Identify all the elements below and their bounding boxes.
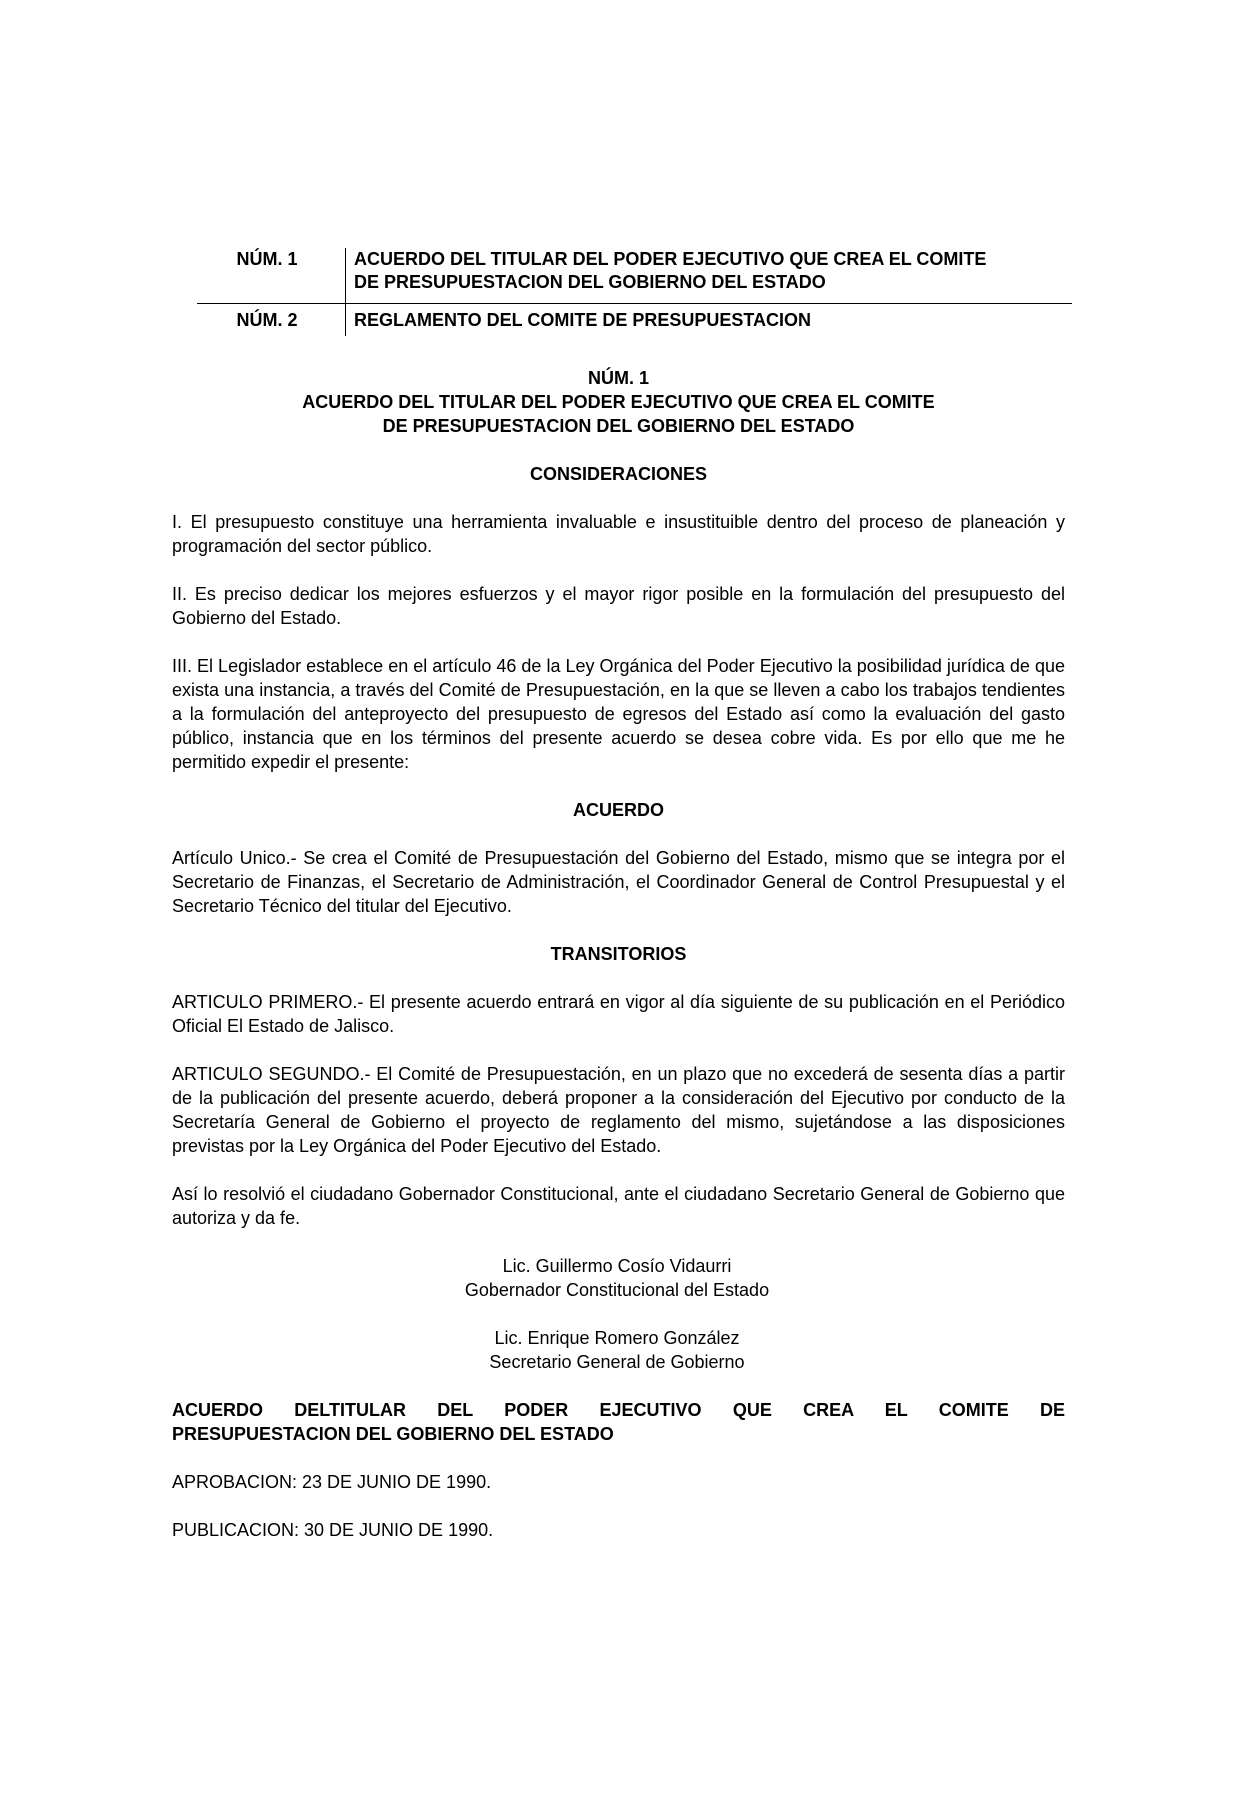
agreement-article: Artículo Unico.- Se crea el Comité de Presupuestación del Gobierno del Estado, mismo que se integra por el Secretario de Finanzas, el Secretario de Administración, el Coordinador General de Control Presupuestal y el Secretario Técnico del titular del Ejecutivo.: [172, 848, 1065, 916]
final-title-line: PRESUPUESTACION DEL GOBIERNO DEL ESTADO: [172, 1424, 614, 1444]
document-body: [172, 366, 1065, 1542]
considerations-heading: CONSIDERACIONES: [529, 464, 708, 484]
consideration-paragraph: II. Es preciso dedicar los mejores esfuerzos y el mayor rigor posible en la formulación del presupuesto del Gobierno del Estado.: [172, 584, 1065, 628]
signature-block: [452, 1254, 782, 1302]
agreement-heading: ACUERDO: [572, 800, 664, 820]
index-table: [197, 248, 1072, 336]
approval-date: APROBACION: 23 DE JUNIO DE 1990.: [172, 1472, 492, 1492]
signatory-role: Secretario General de Gobierno: [489, 1352, 745, 1372]
signature-block: [452, 1326, 782, 1374]
final-title-line: ACUERDO DELTITULAR DEL PODER EJECUTIVO QUE CREA EL COMITE DE: [172, 1400, 1065, 1420]
index-title-line: ACUERDO DEL TITULAR DEL PODER EJECUTIVO QUE CREA EL COMITE: [354, 249, 987, 269]
document-title-line: ACUERDO DEL TITULAR DEL PODER EJECUTIVO QUE CREA EL COMITE: [302, 392, 935, 412]
document-title-line: DE PRESUPUESTACION DEL GOBIERNO DEL ESTADO: [382, 416, 855, 436]
index-row: [197, 304, 1072, 336]
index-num: NÚM. 2: [236, 310, 298, 330]
signatory-name: Lic. Enrique Romero González: [494, 1328, 740, 1348]
closing-paragraph: Así lo resolvió el ciudadano Gobernador Constitucional, ante el ciudadano Secretario General de Gobierno que autoriza y da fe.: [172, 1184, 1065, 1228]
signatory-name: Lic. Guillermo Cosío Vidaurri: [502, 1256, 732, 1276]
index-title-line: DE PRESUPUESTACION DEL GOBIERNO DEL ESTADO: [354, 272, 826, 292]
transitory-second: ARTICULO SEGUNDO.- El Comité de Presupuestación, en un plazo que no excederá de sesenta días a partir de la publicación del presente acuerdo, deberá proponer a la consideración del Ejecutivo por conducto de la Secretaría General de Gobierno el proyecto de reglamento del mismo, sujetándose a las disposiciones previstas por la Ley Orgánica del Poder Ejecutivo del Estado.: [172, 1064, 1065, 1156]
document-number: NÚM. 1: [587, 368, 649, 388]
index-row: [197, 248, 1072, 304]
index-num: NÚM. 1: [236, 249, 298, 269]
publication-date: PUBLICACION: 30 DE JUNIO DE 1990.: [172, 1520, 494, 1540]
transitory-first: ARTICULO PRIMERO.- El presente acuerdo entrará en vigor al día siguiente de su publicación en el Periódico Oficial El Estado de Jalisco.: [172, 992, 1065, 1036]
final-title: [172, 1398, 1065, 1446]
index-title: [345, 304, 1072, 336]
index-title-line: REGLAMENTO DEL COMITE DE PRESUPUESTACION: [354, 310, 812, 330]
index-title: [345, 248, 1072, 303]
consideration-paragraph: I. El presupuesto constituye una herramienta invaluable e insustituible dentro del proceso de planeación y programación del sector público.: [172, 512, 1065, 556]
signatory-role: Gobernador Constitucional del Estado: [464, 1280, 770, 1300]
transitory-heading: TRANSITORIOS: [550, 944, 687, 964]
consideration-paragraph: III. El Legislador establece en el artículo 46 de la Ley Orgánica del Poder Ejecutivo la posibilidad jurídica de que exista una instancia, a través del Comité de Presupuestación, en la que se lleven a cabo los trabajos tendientes a la formulación del anteproyecto del presupuesto de egresos del Estado así como la evaluación del gasto público, instancia que en los términos del presente acuerdo se desea cobre vida. Es por ello que me he permitido expedir el presente:: [172, 656, 1065, 772]
